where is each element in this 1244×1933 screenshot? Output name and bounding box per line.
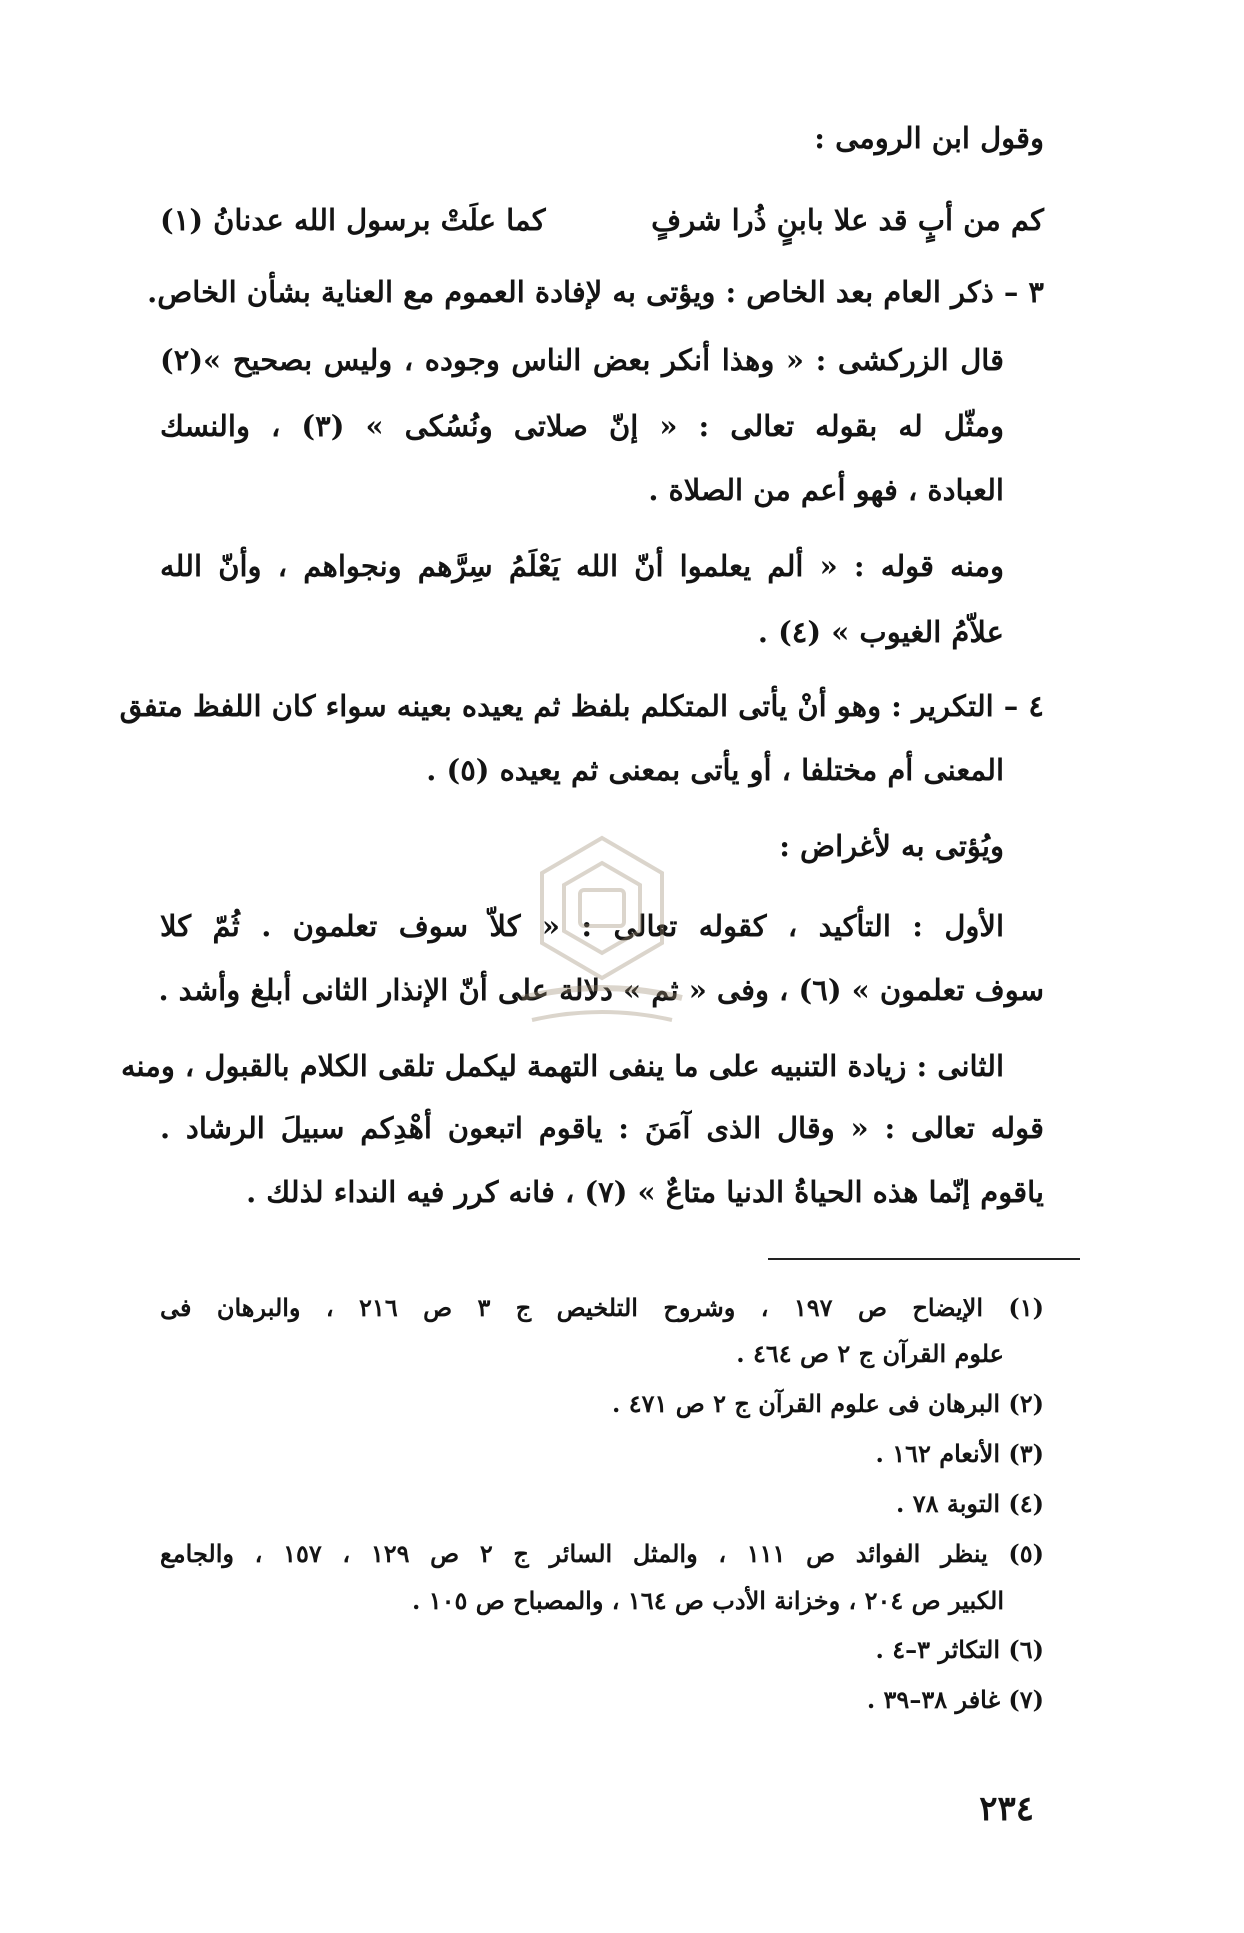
- footnote: علوم القرآن ج ٢ ص ٤٦٤ .: [736, 1339, 1004, 1368]
- footnote: (٥) ينظر الفوائد ص ١١١ ، والمثل السائر ج ٢ ص ١٢٩ ، ١٥٧ ، والجامع: [160, 1539, 1045, 1568]
- text-line: ياقوم إنّما هذه الحياةُ الدنيا متاعٌ » (٧) ، فانه كرر فيه النداء لذلك .: [246, 1175, 1044, 1209]
- text-line: قوله تعالى : « وقال الذى آمَنَ : ياقوم اتبعون أهْدِكم سبيلَ الرشاد .: [160, 1111, 1044, 1145]
- text-line: قال الزركشى : « وهذا أنكر بعض الناس وجوده ، وليس بصحيح »(٢): [160, 343, 1004, 377]
- text-line: سوف تعلمون » (٦) ، وفى « ثم » دلالة على أنّ الإنذار الثانى أبلغ وأشد .: [158, 973, 1044, 1007]
- text-line: وقول ابن الرومى :: [814, 121, 1044, 155]
- watermark-seal-icon: [512, 828, 692, 1048]
- text-line: الأول : التأكيد ، كقوله تعالى : « كلاّ سوف تعلمون . ثُمّ كلا: [160, 909, 1004, 943]
- text-line: العبادة ، فهو أعم من الصلاة .: [648, 473, 1004, 507]
- footnote: الكبير ص ٢٠٤ ، وخزانة الأدب ص ١٦٤ ، والمصباح ص ١٠٥ .: [412, 1586, 1004, 1615]
- text-line: ومثّل له بقوله تعالى : « إنّ صلاتى ونُسُكى » (٣) ، والنسك: [160, 409, 1004, 443]
- footnote: (٦) التكاثر ٣–٤ .: [875, 1635, 1044, 1664]
- verse-second-hemistich: كما علَتْ برسول الله عدنانُ (١): [160, 203, 546, 237]
- poem-verse: [160, 190, 1044, 250]
- footnote: (٣) الأنعام ١٦٢ .: [875, 1439, 1044, 1468]
- page-number: ٢٣٤: [979, 1789, 1034, 1829]
- text-line: ٤ – التكرير : وهو أنْ يأتى المتكلم بلفظ ثم يعيده بعينه سواء كان اللفظ متفق: [119, 689, 1044, 723]
- footnote: (٤) التوبة ٧٨ .: [896, 1489, 1044, 1518]
- footnote-divider: [768, 1258, 1080, 1260]
- footnote: (١) الإيضاح ص ١٩٧ ، وشروح التلخيص ج ٣ ص ٢١٦ ، والبرهان فى: [160, 1293, 1044, 1322]
- text-line: علاّمُ الغيوب » (٤) .: [757, 615, 1004, 649]
- verse-first-hemistich: كم من أبٍ قد علا بابنٍ ذُرا شرفٍ: [651, 203, 1044, 237]
- footnote: (٧) غافر ٣٨–٣٩ .: [866, 1685, 1044, 1714]
- text-line: ٣ – ذكر العام بعد الخاص : ويؤتى به لإفادة العموم مع العناية بشأن الخاص.: [147, 275, 1044, 309]
- text-line: ومنه قوله : « ألم يعلموا أنّ الله يَعْلَمُ سِرَّهم ونجواهم ، وأنّ الله: [160, 549, 1004, 583]
- text-line: الثانى : زيادة التنبيه على ما ينفى التهمة ليكمل تلقى الكلام بالقبول ، ومنه: [121, 1049, 1004, 1083]
- footnote: (٢) البرهان فى علوم القرآن ج ٢ ص ٤٧١ .: [612, 1389, 1044, 1418]
- text-line: ويُؤتى به لأغراض :: [779, 829, 1004, 863]
- text-line: المعنى أم مختلفا ، أو يأتى بمعنى ثم يعيده (٥) .: [426, 753, 1004, 787]
